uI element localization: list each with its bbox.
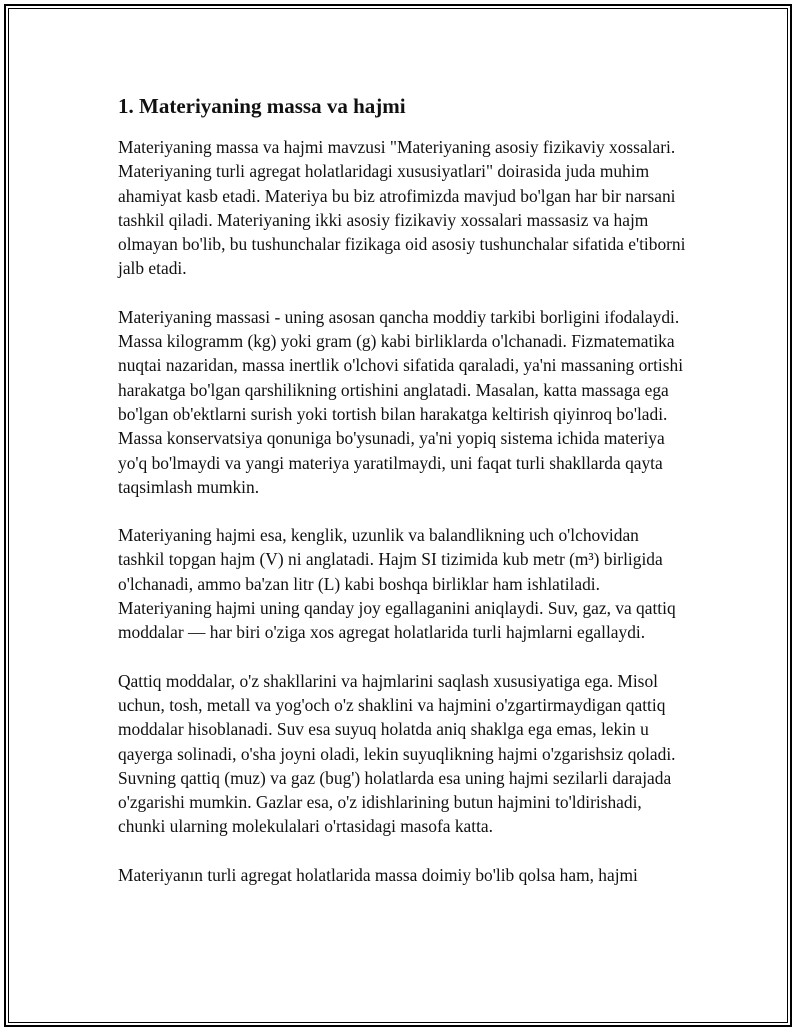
paragraph-mass: Materiyaning massasi - uning asosan qancha moddiy tarkibi borligini ifodalaydi. Massa kilogramm (kg) yoki gram (g) kabi birliklarda o'lchanadi. Fizmatematika nuqtai nazaridan, massa inertlik o'lchovi sifatida qaraladi, ya'ni massaning ortishi harakatga bo'lgan qarshilikning ortishini anglatadi. Masalan, katta massaga ega bo'lgan ob'ektlarni surish yoki tortish bilan harakatga keltirish qiyinroq bo'ladi. Massa konservatsiya qonuniga bo'ysunadi, ya'ni yopiq sistema ichida materiya yo'q bo'lmaydi va yangi materiya yaratilmaydi, uni faqat turli shakllarda qayta taqsimlash mumkin.	[118, 306, 684, 497]
paragraph-volume: Materiyaning hajmi esa, kenglik, uzunlik va balandlikning uch o'lchovidan tashkil topgan hajm (V) ni anglatadi. Hajm SI tizimida kub metr (m³) birligida o'lchanadi, ammo ba'zan litr (L) kabi boshqa birliklar ham ishlatiladi. Materiyaning hajmi uning qanday joy egallaganini aniqlaydi. Suv, gaz, va qattiq moddalar — har biri o'ziga xos agregat holatlarida turli hajmlarni egallaydi.	[118, 525, 676, 643]
document-title: 1. Materiyaning massa va hajmi	[118, 94, 406, 118]
document-body	[118, 92, 688, 911]
paragraph-states: Qattiq moddalar, o'z shakllarini va hajmlarini saqlash xususiyatiga ega. Misol uchun, tosh, metall va yog'och o'z shaklini va hajmini o'zgartirmaydigan qattiq moddalar hisoblanadi. Suv esa suyuq holatda aniq shaklga ega emas, lekin u qayerga solinadi, o'sha joyni oladi, lekin suyuqlikning hajmi o'zgarishsiz qoladi. Suvning qattiq (muz) va gaz (bug') holatlarda esa uning hajmi sezilarli darajada o'zgarishi mumkin. Gazlar esa, o'z idishlarining butun hajmini to'ldirishadi, chunki ularning molekulalari o'rtasidagi masofa katta.	[118, 670, 676, 837]
paragraph-continuation: Materiyanın turli agregat holatlarida massa doimiy bo'lib qolsa ham, hajmi	[118, 864, 638, 885]
paragraph-intro: Materiyaning massa va hajmi mavzusi "Materiyaning asosiy fizikaviy xossalari. Materiyaning turli agregat holatlaridagi xususiyatlari" doirasida juda muhim ahamiyat kasb etadi. Materiya bu biz atrofimizda mavjud bo'lgan har bir narsani tashkil qiladi. Materiyaning ikki asosiy fizikaviy xossalari massasiz va hajm olmayan bo'lib, bu tushunchalar fizikaga oid asosiy tushunchalar sifatida e'tiborni jalb etadi.	[118, 137, 686, 279]
